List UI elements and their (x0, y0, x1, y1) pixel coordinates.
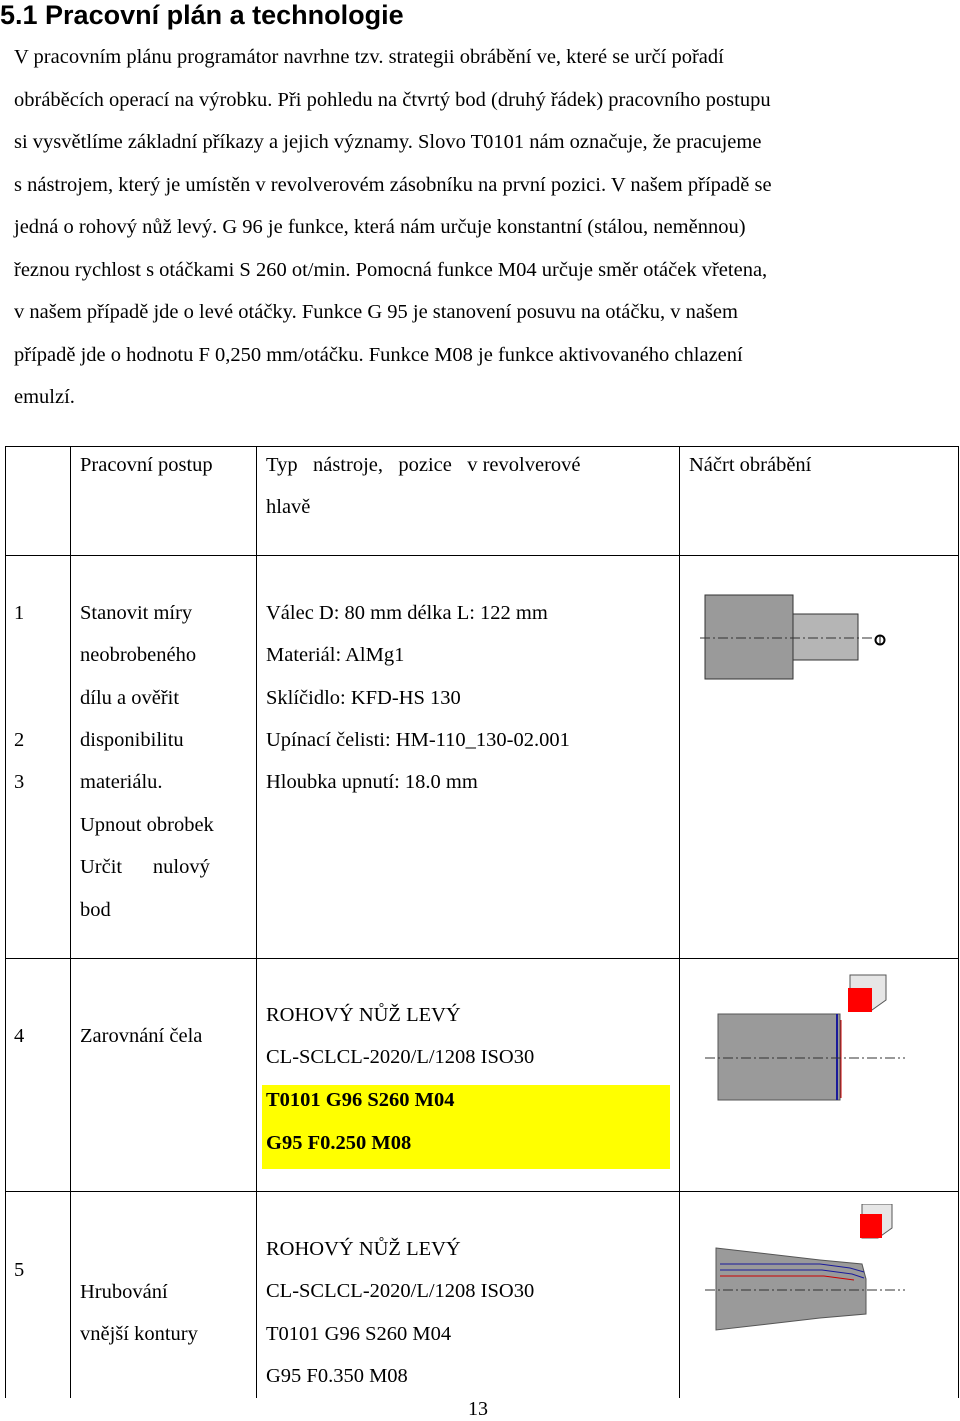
header-sketch: Náčrt obrábění (689, 454, 812, 476)
table-col-border (679, 446, 680, 1398)
tool-line: CL-SCLCL-2020/L/1208 ISO30 (266, 1046, 535, 1068)
row-number: 1 (14, 602, 25, 624)
row-number: 3 (14, 771, 25, 793)
tool-line: Sklíčidlo: KFD-HS 130 (266, 687, 461, 709)
tool-line: CL-SCLCL-2020/L/1208 ISO30 (266, 1280, 535, 1302)
paragraph-line: obráběcích operací na výrobku. Při pohledu na čtvrtý bod (druhý řádek) pracovního postupu (14, 88, 771, 111)
paragraph-line: případě jde o hodnotu F 0,250 mm/otáčku. Funkce M08 je funkce aktivovaného chlazení (14, 343, 743, 366)
header-procedure: Pracovní postup (80, 454, 213, 476)
procedure-line: Zarovnání čela (80, 1025, 203, 1047)
tool-line: T0101 G96 S260 M04 (266, 1323, 452, 1345)
procedure-line: materiálu. (80, 771, 163, 793)
procedure-line: dílu a ověřit (80, 687, 180, 709)
paragraph-line: řeznou rychlost s otáčkami S 260 ot/min. Pomocná funkce M04 určuje směr otáček vřetena, (14, 258, 768, 281)
table-divider (5, 555, 959, 556)
procedure-line: Stanovit míry (80, 602, 193, 624)
table-divider (5, 1191, 959, 1192)
procedure-line: vnější kontury (80, 1323, 198, 1345)
tool-line: ROHOVÝ NŮŽ LEVÝ (266, 1238, 461, 1260)
procedure-line: Hrubování (80, 1281, 168, 1303)
row-number: 4 (14, 1025, 25, 1047)
nc-code-line: G95 F0.250 M08 (266, 1132, 412, 1154)
header-tool-line2: hlavě (266, 496, 311, 518)
roughing-sketch (700, 1204, 910, 1334)
table-col-border (5, 446, 6, 1398)
row-number: 5 (14, 1259, 25, 1281)
table-col-border (958, 446, 959, 1398)
procedure-line: bod (80, 899, 111, 921)
paragraph-line: V pracovním plánu programátor navrhne tzv. strategii obrábění ve, které se určí pořadí (14, 46, 724, 68)
nc-code-line: T0101 G96 S260 M04 (266, 1089, 455, 1111)
header-tool-line1: Typ nástroje, pozice v revolverové (266, 454, 581, 476)
tool-line: Hloubka upnutí: 18.0 mm (266, 771, 478, 793)
tool-line: Materiál: AlMg1 (266, 644, 405, 666)
section-heading: 5.1 Pracovní plán a technologie (0, 0, 404, 30)
paragraph-line: si vysvětlíme základní příkazy a jejich významy. Slovo T0101 nám označuje, že pracujeme (14, 131, 762, 153)
paragraph-line: s nástrojem, který je umístěn v revolverovém zásobníku na první pozici. V našem případě se (14, 173, 772, 196)
tool-line: G95 F0.350 M08 (266, 1365, 408, 1387)
table-col-border (70, 446, 71, 1398)
paragraph-line: jedná o rohový nůž levý. G 96 je funkce, která nám určuje konstantní (stálou, neměnnou) (14, 216, 746, 238)
tool-line: ROHOVÝ NŮŽ LEVÝ (266, 1004, 461, 1026)
row-number: 2 (14, 729, 25, 751)
procedure-line: neobrobeného (80, 644, 197, 666)
table-divider (5, 958, 959, 959)
procedure-line: Určit nulový (80, 856, 210, 878)
facing-sketch (700, 970, 910, 1105)
tool-line: Válec D: 80 mm délka L: 122 mm (266, 602, 548, 624)
workpiece-clamped-sketch (700, 592, 895, 682)
procedure-line: Upnout obrobek (80, 814, 214, 836)
tool-line: Upínací čelisti: HM-110_130-02.001 (266, 729, 570, 751)
intro-paragraph (14, 36, 944, 419)
table-col-border (256, 446, 257, 1398)
paragraph-line: v našem případě jde o levé otáčky. Funkce G 95 je stanovení posuvu na otáčku, v našem (14, 301, 738, 323)
procedure-line: disponibilitu (80, 729, 184, 751)
page-number: 13 (468, 1398, 488, 1420)
paragraph-line: emulzí. (14, 386, 75, 408)
